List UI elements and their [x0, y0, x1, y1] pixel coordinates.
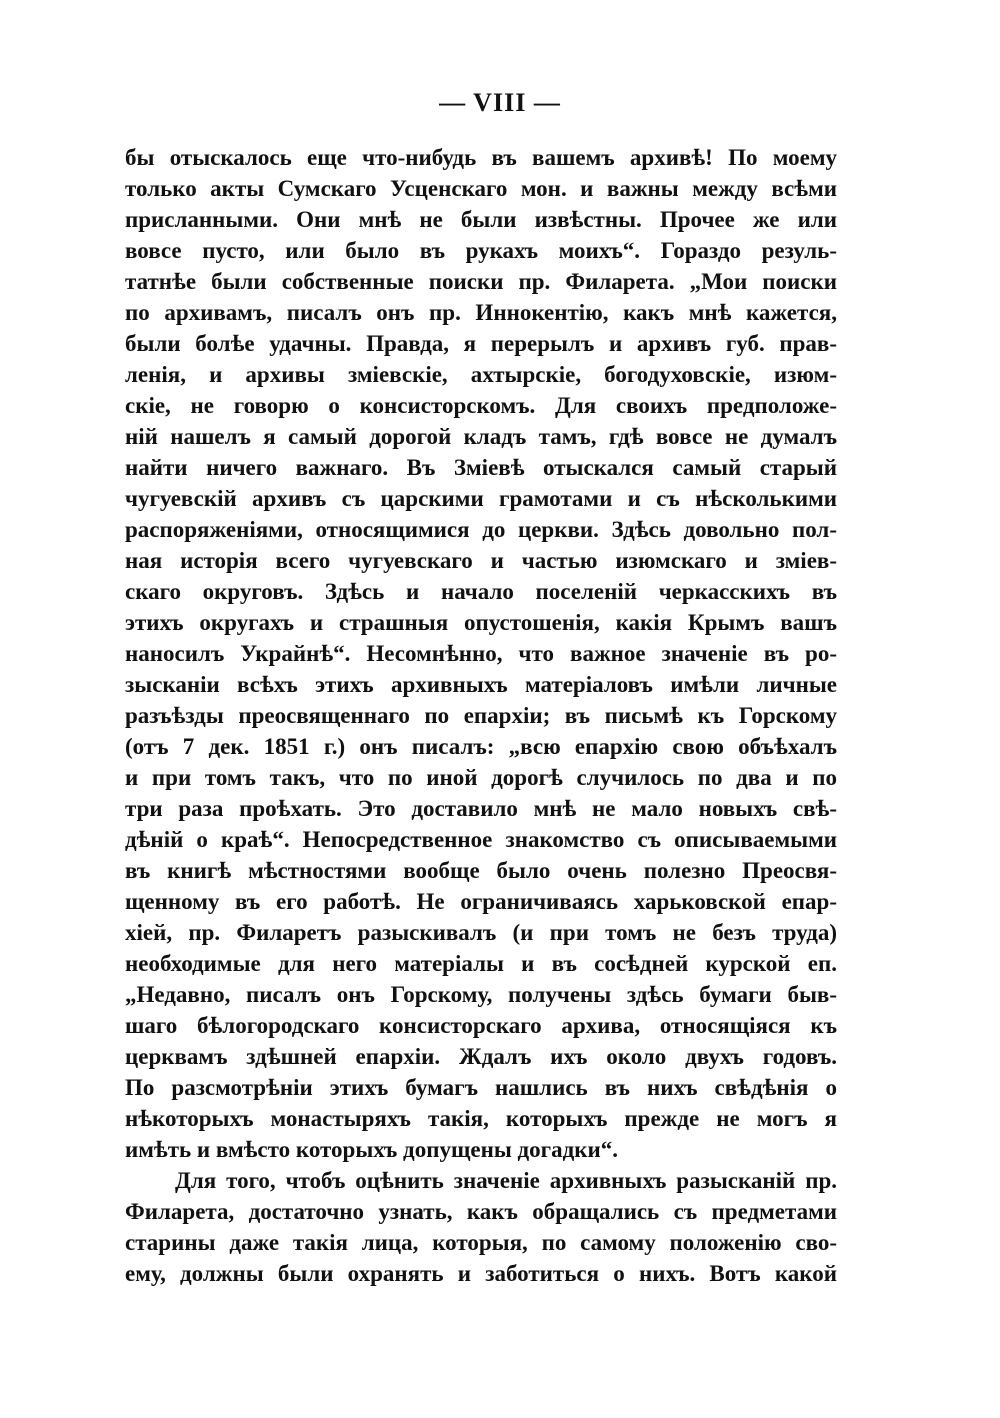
text-line: шаго бѣлогородскаго консисторскаго архива, относящіяся къ: [125, 1013, 837, 1038]
text-line: бы отыскалось еще что-нибудь въ вашемъ архивѣ! По моему: [125, 145, 837, 170]
text-line: найти ничего важнаго. Въ Зміевѣ отыскался самый старый: [125, 455, 837, 480]
text-line: старины даже такія лица, которыя, по самому положенію сво-: [125, 1230, 837, 1255]
text-line: хіей, пр. Филаретъ разыскивалъ (и при томъ не безъ труда): [125, 920, 837, 945]
text-line: распоряженіями, относящимися до церкви. Здѣсь довольно пол-: [125, 517, 837, 542]
text-line: разъѣзды преосвященнаго по епархіи; въ письмѣ къ Горскому: [125, 703, 837, 728]
text-line: и при томъ такъ, что по иной дорогѣ случилось по два и по: [125, 765, 837, 790]
text-line: по архивамъ, писалъ онъ пр. Иннокентію, какъ мнѣ кажется,: [125, 300, 837, 325]
text-line: были болѣе удачны. Правда, я перерылъ и архивъ губ. прав-: [125, 331, 837, 356]
text-line: ній нашелъ я самый дорогой кладъ тамъ, гдѣ вовсе не думалъ: [125, 424, 837, 449]
text-line: только акты Сумскаго Усценскаго мон. и важны между всѣми: [125, 176, 837, 201]
paragraph-1: [125, 142, 837, 1165]
text-line: Для того, чтобъ оцѣнить значеніе архивныхъ разысканій пр.: [175, 1168, 837, 1193]
text-line: скіе, не говорю о консисторскомъ. Для своихъ предположе-: [125, 393, 837, 418]
text-line: церквамъ здѣшней епархіи. Ждалъ ихъ около двухъ годовъ.: [125, 1044, 837, 1069]
page-number: — VIII —: [439, 88, 561, 117]
text-line: вовсе пусто, или было въ рукахъ моихъ“. Гораздо резуль-: [125, 238, 837, 263]
text-line: этихъ округахъ и страшныя опустошенія, какія Крымъ вашъ: [125, 610, 837, 635]
text-line: нѣкоторыхъ монастыряхъ такія, которыхъ прежде не могъ я: [125, 1106, 837, 1131]
text-line: зысканіи всѣхъ этихъ архивныхъ матеріаловъ имѣли личные: [125, 672, 837, 697]
body-text: [125, 142, 837, 1289]
text-line: въ книгѣ мѣстностями вообще было очень полезно Преосвя-: [125, 858, 837, 883]
text-line: дѣній о краѣ“. Непосредственное знакомство съ описываемыми: [125, 827, 837, 852]
text-line: татнѣе были собственные поиски пр. Филарета. „Мои поиски: [125, 269, 837, 294]
text-line: ленія, и архивы зміевскіе, ахтырскіе, богодуховскіе, изюм-: [125, 362, 837, 387]
text-line: чугуевскій архивъ съ царскими грамотами и съ нѣсколькими: [125, 486, 837, 511]
text-line: щенному въ его работѣ. Не ограничиваясь харьковской епар-: [125, 889, 837, 914]
paragraph-2: [125, 1165, 837, 1289]
text-line: ная исторія всего чугуевскаго и частью изюмскаго и зміев-: [125, 548, 837, 573]
text-line: „Недавно, писалъ онъ Горскому, получены здѣсь бумаги быв-: [125, 982, 837, 1007]
text-line: имѣть и вмѣсто которыхъ допущены догадки“.: [125, 1137, 618, 1162]
text-line: ему, должны были охранять и заботиться о нихъ. Вотъ какой: [125, 1261, 837, 1286]
text-line: (отъ 7 дек. 1851 г.) онъ писалъ: „всю епархію свою объѣхалъ: [125, 734, 837, 759]
text-line: три раза проѣхать. Это доставило мнѣ не мало новыхъ свѣ-: [125, 796, 837, 821]
text-line: присланными. Они мнѣ не были извѣстны. Прочее же или: [125, 207, 837, 232]
text-line: необходимые для него матеріалы и въ сосѣдней курской еп.: [125, 951, 837, 976]
text-line: скаго округовъ. Здѣсь и начало поселеній черкасскихъ въ: [125, 579, 837, 604]
text-line: наносилъ Украйнѣ“. Несомнѣнно, что важное значеніе въ ро-: [125, 641, 837, 666]
text-line: Филарета, достаточно узнать, какъ обращались съ предметами: [125, 1199, 837, 1224]
text-line: По разсмотрѣніи этихъ бумагъ нашлись въ нихъ свѣдѣнія о: [125, 1075, 837, 1100]
